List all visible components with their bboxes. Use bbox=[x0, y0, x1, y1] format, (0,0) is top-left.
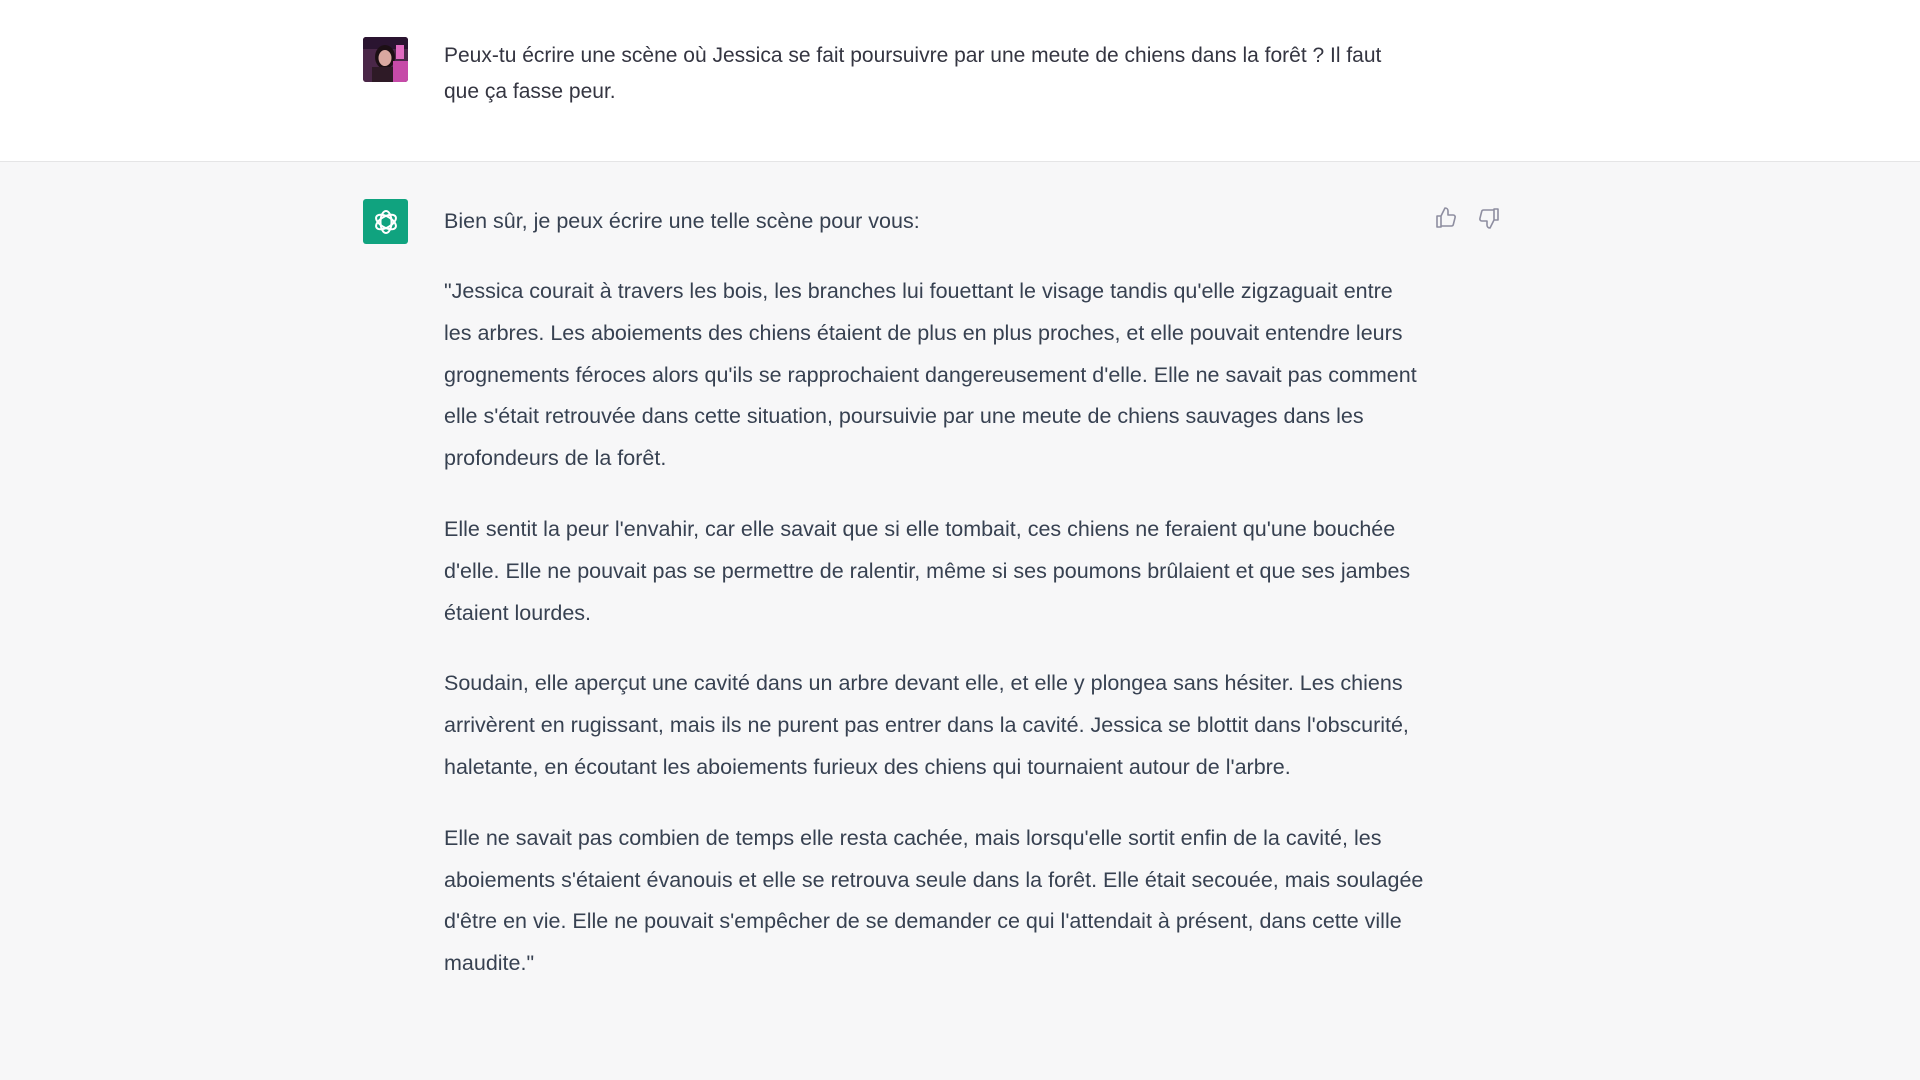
assistant-intro-text: Bien sûr, je peux écrire une telle scène pour vous: bbox=[444, 209, 920, 233]
assistant-paragraph-2: Elle sentit la peur l'envahir, car elle savait que si elle tombait, ces chiens ne feraient qu'une bouchée d'elle. Elle ne pouvait pas se permettre de ralentir, même si ses poumons brûlaient et que ses jambes étaient lourdes. bbox=[444, 516, 1411, 625]
user-message-row bbox=[0, 0, 1920, 162]
assistant-avatar bbox=[363, 199, 408, 244]
assistant-message-body bbox=[444, 201, 1424, 1014]
dislike-button[interactable] bbox=[1474, 203, 1504, 233]
user-avatar bbox=[363, 37, 408, 82]
user-message-text: Peux-tu écrire une scène où Jessica se fait poursuivre par une meute de chiens dans la forêt ? Il faut que ça fasse peur. bbox=[444, 44, 1382, 103]
assistant-paragraph-1: "Jessica courait à travers les bois, les branches lui fouettant le visage tandis qu'elle zigzaguait entre les arbres. Les aboiements des chiens étaient de plus en plus proches, et elle pouvait entendre leurs grognements féroces alors qu'ils se rapprochaient dangereusement d'elle. Elle ne savait pas comment elle s'était retrouvée dans cette situation, poursuivie par une meute de chiens sauvages dans les profondeurs de la forêt. bbox=[444, 279, 1417, 471]
thumbs-down-icon bbox=[1477, 206, 1501, 230]
thumbs-up-icon bbox=[1434, 206, 1458, 230]
like-button[interactable] bbox=[1431, 203, 1461, 233]
openai-logo-icon bbox=[371, 207, 401, 237]
user-avatar-photo-icon bbox=[363, 37, 408, 82]
assistant-paragraph-4: Elle ne savait pas combien de temps elle resta cachée, mais lorsqu'elle sortit enfin de la cavité, les aboiements s'étaient évanouis et elle se retrouva seule dans la forêt. Elle était secouée, mais soulagée d'être en vie. Elle ne pouvait s'empêcher de se demander ce qui l'attendait à présent, dans cette ville maudite." bbox=[444, 825, 1424, 976]
assistant-paragraph-3: Soudain, elle aperçut une cavité dans un arbre devant elle, et elle y plongea sans hésiter. Les chiens arrivèrent en rugissant, mais ils ne purent pas entrer dans la cavité. Jessica se blottit dans l'obscurité, haletante, en écoutant les aboiements furieux des chiens qui tournaient autour de l'arbre. bbox=[444, 671, 1409, 779]
